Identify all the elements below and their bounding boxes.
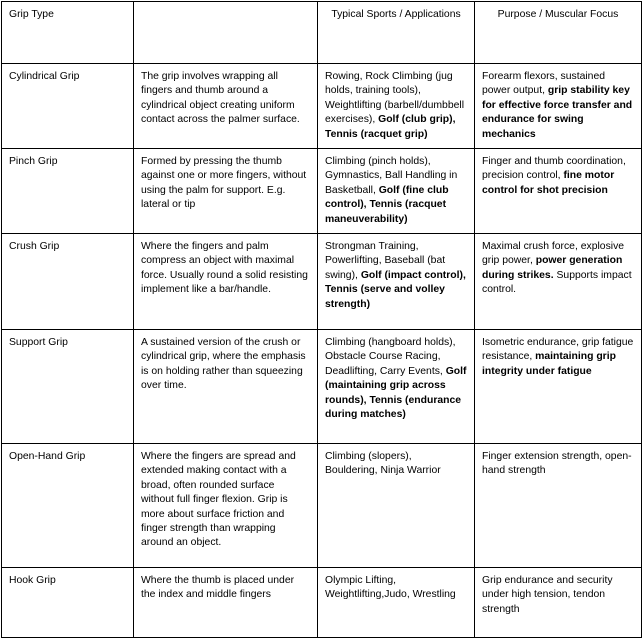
header-sports: Typical Sports / Applications (318, 2, 475, 64)
sports-bold-text: Golf (club grip), Tennis (racquet grip) (325, 114, 456, 140)
grip-type-cell: Open-Hand Grip (2, 444, 134, 568)
grip-types-table (1, 1, 642, 638)
purpose-bold-text: maintaining grip integrity under fatigue (482, 351, 616, 377)
purpose-text: Maximal crush force, explosive grip power, (482, 241, 625, 267)
grip-type-cell: Hook Grip (2, 568, 134, 638)
description-cell: Formed by pressing the thumb against one or more fingers, without using the palm for support. E.g. lateral or tip (134, 149, 318, 234)
purpose-text: Isometric endurance, grip fatigue resistance, (482, 337, 634, 363)
header-purpose: Purpose / Muscular Focus (475, 2, 642, 64)
header-description (134, 2, 318, 64)
purpose-cell: Finger extension strength, open-hand strength (475, 444, 642, 568)
table-row (2, 234, 642, 330)
grip-type-cell: Cylindrical Grip (2, 64, 134, 149)
table-row (2, 568, 642, 638)
sports-bold-text: Golf (fine club control), Tennis (racquet maneuverability) (325, 184, 449, 225)
table-row (2, 330, 642, 444)
description-cell: A sustained version of the crush or cylindrical grip, where the emphasis is on holding rather than squeezing over time. (134, 330, 318, 444)
purpose-text: Forearm flexors, sustained power output, (482, 71, 606, 97)
sports-cell: Olympic Lifting, Weightlifting,Judo, Wrestling (318, 568, 475, 638)
purpose-bold-text: fine motor control for shot precision (482, 170, 615, 196)
sports-cell (318, 64, 475, 149)
table-row (2, 64, 642, 149)
description-cell: Where the fingers are spread and extended making contact with a broad, often rounded surface without full finger flexion. Grip is more about surface friction and finger strength than wrapping around an object. (134, 444, 318, 568)
purpose-tail-text: Supports impact control. (482, 269, 632, 296)
grip-type-cell: Support Grip (2, 330, 134, 444)
description-cell: Where the fingers and palm compress an object with maximal force. Usually round a solid resisting implement like a bar/handle. (134, 234, 318, 330)
sports-cell (318, 330, 475, 444)
purpose-cell (475, 64, 642, 149)
purpose-cell (475, 234, 642, 330)
purpose-cell (475, 330, 642, 444)
sports-text: Strongman Training, Powerlifting, Baseball (bat swing), (325, 241, 446, 281)
sports-bold-text: Golf (impact control), Tennis (serve and volley strength) (325, 269, 466, 310)
grip-type-cell: Pinch Grip (2, 149, 134, 234)
sports-cell (318, 234, 475, 330)
grip-type-cell: Crush Grip (2, 234, 134, 330)
sports-text: Rowing, Rock Climbing (jug holds, training tools), Weightlifting (barbell/dumbbell exercises), (325, 71, 465, 126)
header-row (2, 2, 642, 64)
header-grip-type: Grip Type (2, 2, 134, 64)
purpose-bold-text: grip stability key for effective force transfer and endurance for swing mechanics (482, 85, 633, 140)
description-cell: Where the thumb is placed under the index and middle fingers (134, 568, 318, 638)
sports-text: Climbing (hangboard holds), Obstacle Course Racing, Deadlifting, Carry Events, (325, 337, 456, 377)
purpose-cell (475, 149, 642, 234)
sports-cell: Climbing (slopers), Bouldering, Ninja Warrior (318, 444, 475, 568)
purpose-cell: Grip endurance and security under high tension, tendon strength (475, 568, 642, 638)
sports-text: Climbing (pinch holds), Gymnastics, Ball Handling in Basketball, (325, 156, 458, 196)
table-row (2, 444, 642, 568)
sports-cell (318, 149, 475, 234)
purpose-bold-text: power generation during strikes. (482, 255, 623, 281)
table-row (2, 149, 642, 234)
description-cell: The grip involves wrapping all fingers and thumb around a cylindrical object creating uniform contact across the palmer surface. (134, 64, 318, 149)
sports-bold-text: Golf (maintaining grip across rounds), Tennis (endurance during matches) (325, 365, 467, 421)
purpose-text: Finger and thumb coordination, precision control, (482, 156, 626, 182)
